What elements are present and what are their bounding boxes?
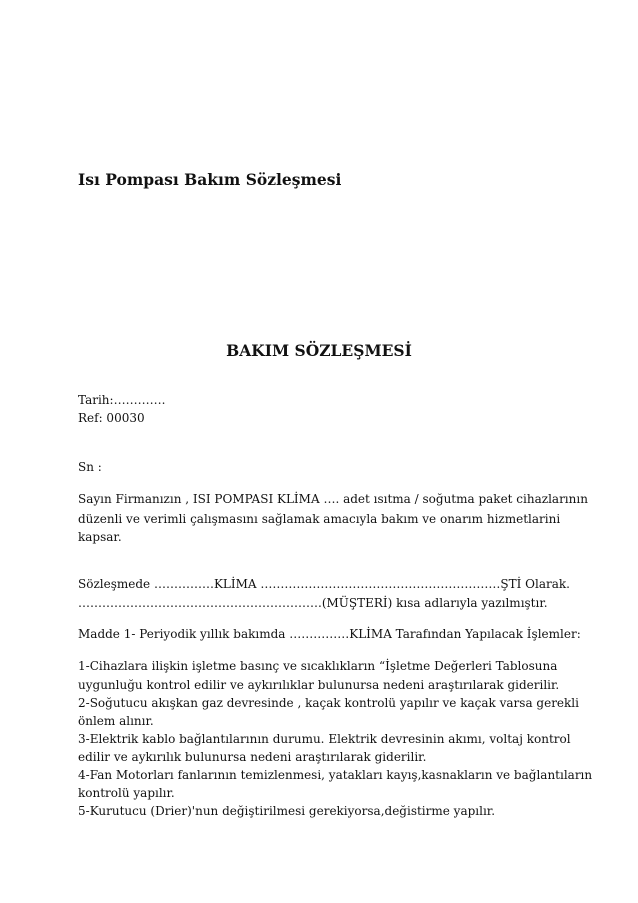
article-item-line: 3-Elektrik kablo bağlantılarının durumu. Elektrik devresinin akımı, voltaj kontrol <box>78 732 571 746</box>
article-item-line: uygunluğu kontrol edilir ve aykırılıklar bulunursa nedeni araştırılarak giderilir. <box>78 678 560 692</box>
date-line: Tarih:…………. <box>78 393 166 407</box>
intro-line: Sayın Firmanızın , ISI POMPASI KLİMA …. adet ısıtma / soğutma paket cihazlarının <box>78 492 588 506</box>
ref-line: Ref: 00030 <box>78 411 145 425</box>
article-item-line: kontrolü yapılır. <box>78 786 175 800</box>
article-item-line: 1-Cihazlara ilişkin işletme basınç ve sıcaklıkların “İşletme Değerleri Tablosuna <box>78 659 558 673</box>
contract-heading: BAKIM SÖZLEŞMESİ <box>226 341 412 360</box>
article-item-line: 2-Soğutucu akışkan gaz devresinde , kaçak kontrolü yapılır ve kaçak varsa gerekli <box>78 696 579 710</box>
article-heading: Madde 1- Periyodik yıllık bakımda ……………KLİMA Tarafından Yapılacak İşlemler: <box>78 627 581 641</box>
article-item-line: 4-Fan Motorları fanlarının temizlenmesi, yatakları kayış,kasnakların ve bağlantıların <box>78 768 593 782</box>
article-item-line: edilir ve aykırılık bulunursa nedeni araştırılarak giderilir. <box>78 750 427 764</box>
document-title: Isı Pompası Bakım Sözleşmesi <box>78 170 342 189</box>
article-item-line: önlem alınır. <box>78 714 154 728</box>
article-item-line: 5-Kurutucu (Drier)'nun değiştirilmesi gerekiyorsa,değistirme yapılır. <box>78 804 496 818</box>
recipient-line: Sn : <box>78 460 102 474</box>
intro-line: kapsar. <box>78 530 122 544</box>
intro-line: düzenli ve verimli çalışmasını sağlamak amacıyla bakım ve onarım hizmetlarini <box>78 512 561 526</box>
contract-line: Sözleşmede ……………KLİMA ……………………………………………………ŞTİ Olarak. <box>78 577 570 591</box>
contract-line: …………………………………………………….(MÜŞTERİ) kısa adlarıyla yazılmıştır. <box>78 596 548 610</box>
